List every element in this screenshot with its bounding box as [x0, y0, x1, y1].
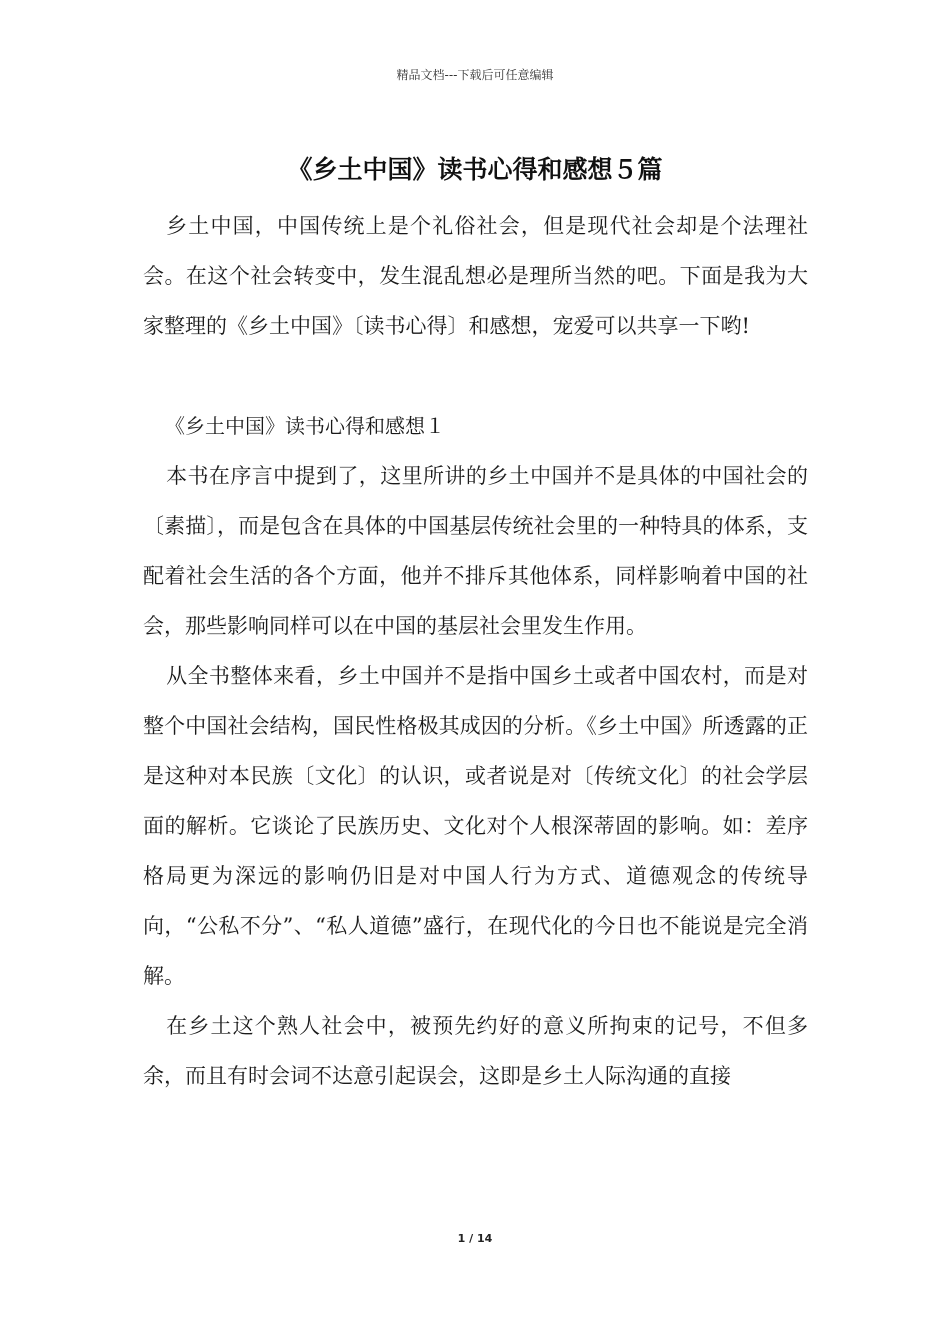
document-title: 《乡土中国》读书心得和感想５篇 — [287, 155, 663, 184]
body-paragraph: 从全书整体来看，乡土中国并不是指中国乡土或者中国农村，而是对整个中国社会结构，国民性格极其成因的分析。《乡土中国》所透露的正是这种对本民族〔文化〕的认识，或者说是对〔传统文化〕的社会学层面的解析。它谈论了民族历史、文化对个人根深蒂固的影响。如：差序格局更为深远的影响仍旧是对中国人行为方式、道德观念的传统导向，“公私不分”、“私人道德”盛行，在现代化的今日也不能说是完全消解。 — [143, 664, 808, 988]
document-body — [143, 201, 808, 1101]
intro-paragraph: 乡土中国，中国传统上是个礼俗社会，但是现代社会却是个法理社会。在这个社会转变中，发生混乱想必是理所当然的吧。下面是我为大家整理的《乡土中国》〔读书心得〕和感想，宠爱可以共享一下哟! — [143, 214, 808, 338]
blank-line — [143, 351, 808, 401]
page-number: 1 / 14 — [457, 1232, 493, 1245]
body-paragraph: 本书在序言中提到了，这里所讲的乡土中国并不是具体的中国社会的〔素描〕，而是包含在具体的中国基层传统社会里的一种特具的体系，支配着社会生活的各个方面，他并不排斥其他体系，同样影响着中国的社会，那些影响同样可以在中国的基层社会里发生作用。 — [143, 464, 808, 638]
page-header: 精品文档---下载后可任意编辑 — [396, 68, 554, 82]
section-title: 《乡土中国》读书心得和感想１ — [165, 414, 445, 438]
body-paragraph: 在乡土这个熟人社会中，被预先约好的意义所拘束的记号，不但多余，而且有时会词不达意引起误会，这即是乡土人际沟通的直接 — [143, 1014, 808, 1088]
